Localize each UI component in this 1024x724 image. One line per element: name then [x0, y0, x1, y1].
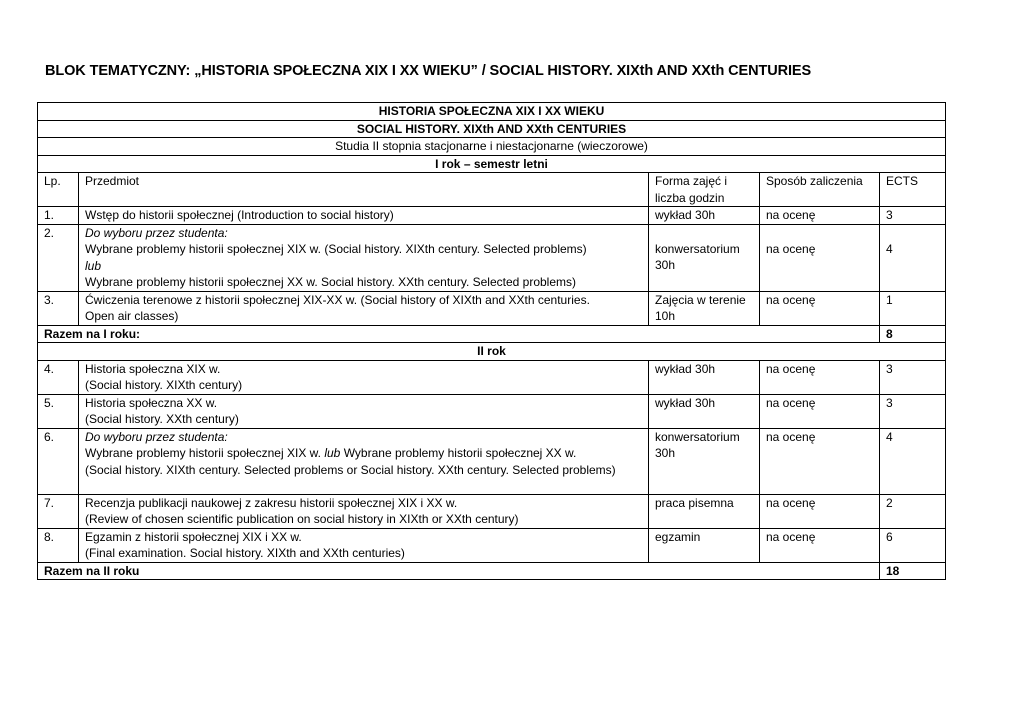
row-ects: 3	[880, 360, 946, 394]
col-header-ects: ECTS	[880, 173, 946, 207]
col-header-form: Forma zajęć i liczba godzin	[649, 173, 760, 207]
choice-note: Do wyboru przez studenta:	[85, 429, 228, 444]
col-header-subject: Przedmiot	[79, 173, 649, 207]
table-row	[38, 528, 946, 562]
subject-line-1: Historia społeczna XX w.	[85, 395, 218, 410]
column-header-row	[38, 173, 946, 207]
option-b: Wybrane problemy historii społecznej XX w. Social history. XXth century. Selected problems)	[85, 275, 576, 289]
row-assessment: na ocenę	[760, 428, 880, 494]
study-mode: Studia II stopnia stacjonarne i niestacjonarne (wieczorowe)	[38, 138, 946, 156]
english-description: (Social history. XIXth century. Selected problems or Social history. XXth century. Selected problems)	[85, 462, 616, 477]
row-lp: 1.	[38, 207, 79, 225]
subject-line-2: (Review of chosen scientific publication on social history in XIXth or XXth century)	[85, 512, 519, 526]
row-subject	[79, 494, 649, 528]
row-ects: 1	[880, 291, 946, 325]
total-label: Razem na I roku:	[38, 325, 880, 343]
subject-line-1: Egzamin z historii społecznej XIX i XX w.	[85, 529, 302, 544]
table-heading-pl-row	[38, 103, 946, 121]
subject-line-1: Ćwiczenia terenowe z historii społecznej XIX-XX w. (Social history of XIXth and XXth centuries.	[85, 292, 590, 307]
row-form: wykład 30h	[649, 360, 760, 394]
row-lp: 5.	[38, 394, 79, 428]
col-header-lp: Lp.	[38, 173, 79, 207]
row-assessment: na ocenę	[760, 528, 880, 562]
row-assessment: na ocenę	[760, 394, 880, 428]
form-line-2: 30h	[655, 258, 676, 272]
form-line-1: Zajęcia w terenie	[655, 292, 746, 307]
row-subject	[79, 394, 649, 428]
row-form: egzamin	[649, 528, 760, 562]
table-row	[38, 494, 946, 528]
total-label: Razem na II roku	[38, 562, 880, 580]
row-subject	[79, 428, 649, 494]
row-lp: 3.	[38, 291, 79, 325]
table-heading-en: SOCIAL HISTORY. XIXth AND XXth CENTURIES	[38, 120, 946, 138]
form-line-2: 10h	[655, 309, 676, 323]
total-ects: 8	[880, 325, 946, 343]
row-form: praca pisemna	[649, 494, 760, 528]
row-subject: Wstęp do historii społecznej (Introduction to social history)	[79, 207, 649, 225]
page-title: BLOK TEMATYCZNY: „HISTORIA SPOŁECZNA XIX I XX WIEKU” / SOCIAL HISTORY. XIXth AND XXth CENTURIES	[45, 63, 812, 79]
row-form: wykład 30h	[649, 394, 760, 428]
options-line	[85, 445, 642, 462]
option-a: Wybrane problemy historii społecznej XIX w. (Social history. XIXth century. Selected problems)	[85, 242, 587, 256]
row-subject	[79, 528, 649, 562]
table-row	[38, 224, 946, 291]
row-lp: 6.	[38, 428, 79, 494]
row-assessment: na ocenę	[760, 224, 880, 291]
row-lp: 4.	[38, 360, 79, 394]
form-line-2: 30h	[655, 446, 676, 460]
row-subject	[79, 224, 649, 291]
or-word: lub	[85, 258, 102, 273]
total-ects: 18	[880, 562, 946, 580]
row-assessment: na ocenę	[760, 494, 880, 528]
year2-header: II rok	[38, 343, 946, 361]
form-line-1: konwersatorium	[655, 429, 740, 444]
subject-line-1: Historia społeczna XIX w.	[85, 361, 221, 376]
or-word: lub	[324, 446, 341, 460]
row-form	[649, 428, 760, 494]
row-form	[649, 291, 760, 325]
total-row	[38, 562, 946, 580]
study-mode-row	[38, 138, 946, 156]
row-form	[649, 224, 760, 291]
option-a: Wybrane problemy historii społecznej XIX w.	[85, 446, 321, 460]
total-row	[38, 325, 946, 343]
row-lp: 8.	[38, 528, 79, 562]
row-assessment: na ocenę	[760, 291, 880, 325]
subject-line-2: (Social history. XIXth century)	[85, 378, 243, 392]
option-b: Wybrane problemy historii społecznej XX w.	[343, 446, 577, 460]
row-subject	[79, 360, 649, 394]
year2-header-row	[38, 343, 946, 361]
table-row	[38, 360, 946, 394]
row-assessment: na ocenę	[760, 360, 880, 394]
row-ects: 6	[880, 528, 946, 562]
table-row	[38, 291, 946, 325]
row-ects: 2	[880, 494, 946, 528]
table-row	[38, 428, 946, 494]
row-subject	[79, 291, 649, 325]
subject-line-1: Recenzja publikacji naukowej z zakresu historii społecznej XIX i XX w.	[85, 495, 458, 510]
choice-note: Do wyboru przez studenta:	[85, 225, 228, 240]
table-row	[38, 207, 946, 225]
form-line-1: konwersatorium	[655, 241, 740, 256]
curriculum-table	[37, 102, 946, 580]
row-ects: 4	[880, 224, 946, 291]
year1-header: I rok – semestr letni	[38, 155, 946, 173]
row-lp: 2.	[38, 224, 79, 291]
row-ects: 4	[880, 428, 946, 494]
row-lp: 7.	[38, 494, 79, 528]
subject-line-2: (Final examination. Social history. XIXth and XXth centuries)	[85, 546, 405, 560]
row-form: wykład 30h	[649, 207, 760, 225]
col-header-assessment: Sposób zaliczenia	[760, 173, 880, 207]
subject-line-2: Open air classes)	[85, 309, 179, 323]
row-ects: 3	[880, 207, 946, 225]
table-heading-en-row	[38, 120, 946, 138]
row-assessment: na ocenę	[760, 207, 880, 225]
year1-header-row	[38, 155, 946, 173]
table-row	[38, 394, 946, 428]
subject-line-2: (Social history. XXth century)	[85, 412, 239, 426]
row-ects: 3	[880, 394, 946, 428]
table-heading-pl: HISTORIA SPOŁECZNA XIX I XX WIEKU	[38, 103, 946, 121]
